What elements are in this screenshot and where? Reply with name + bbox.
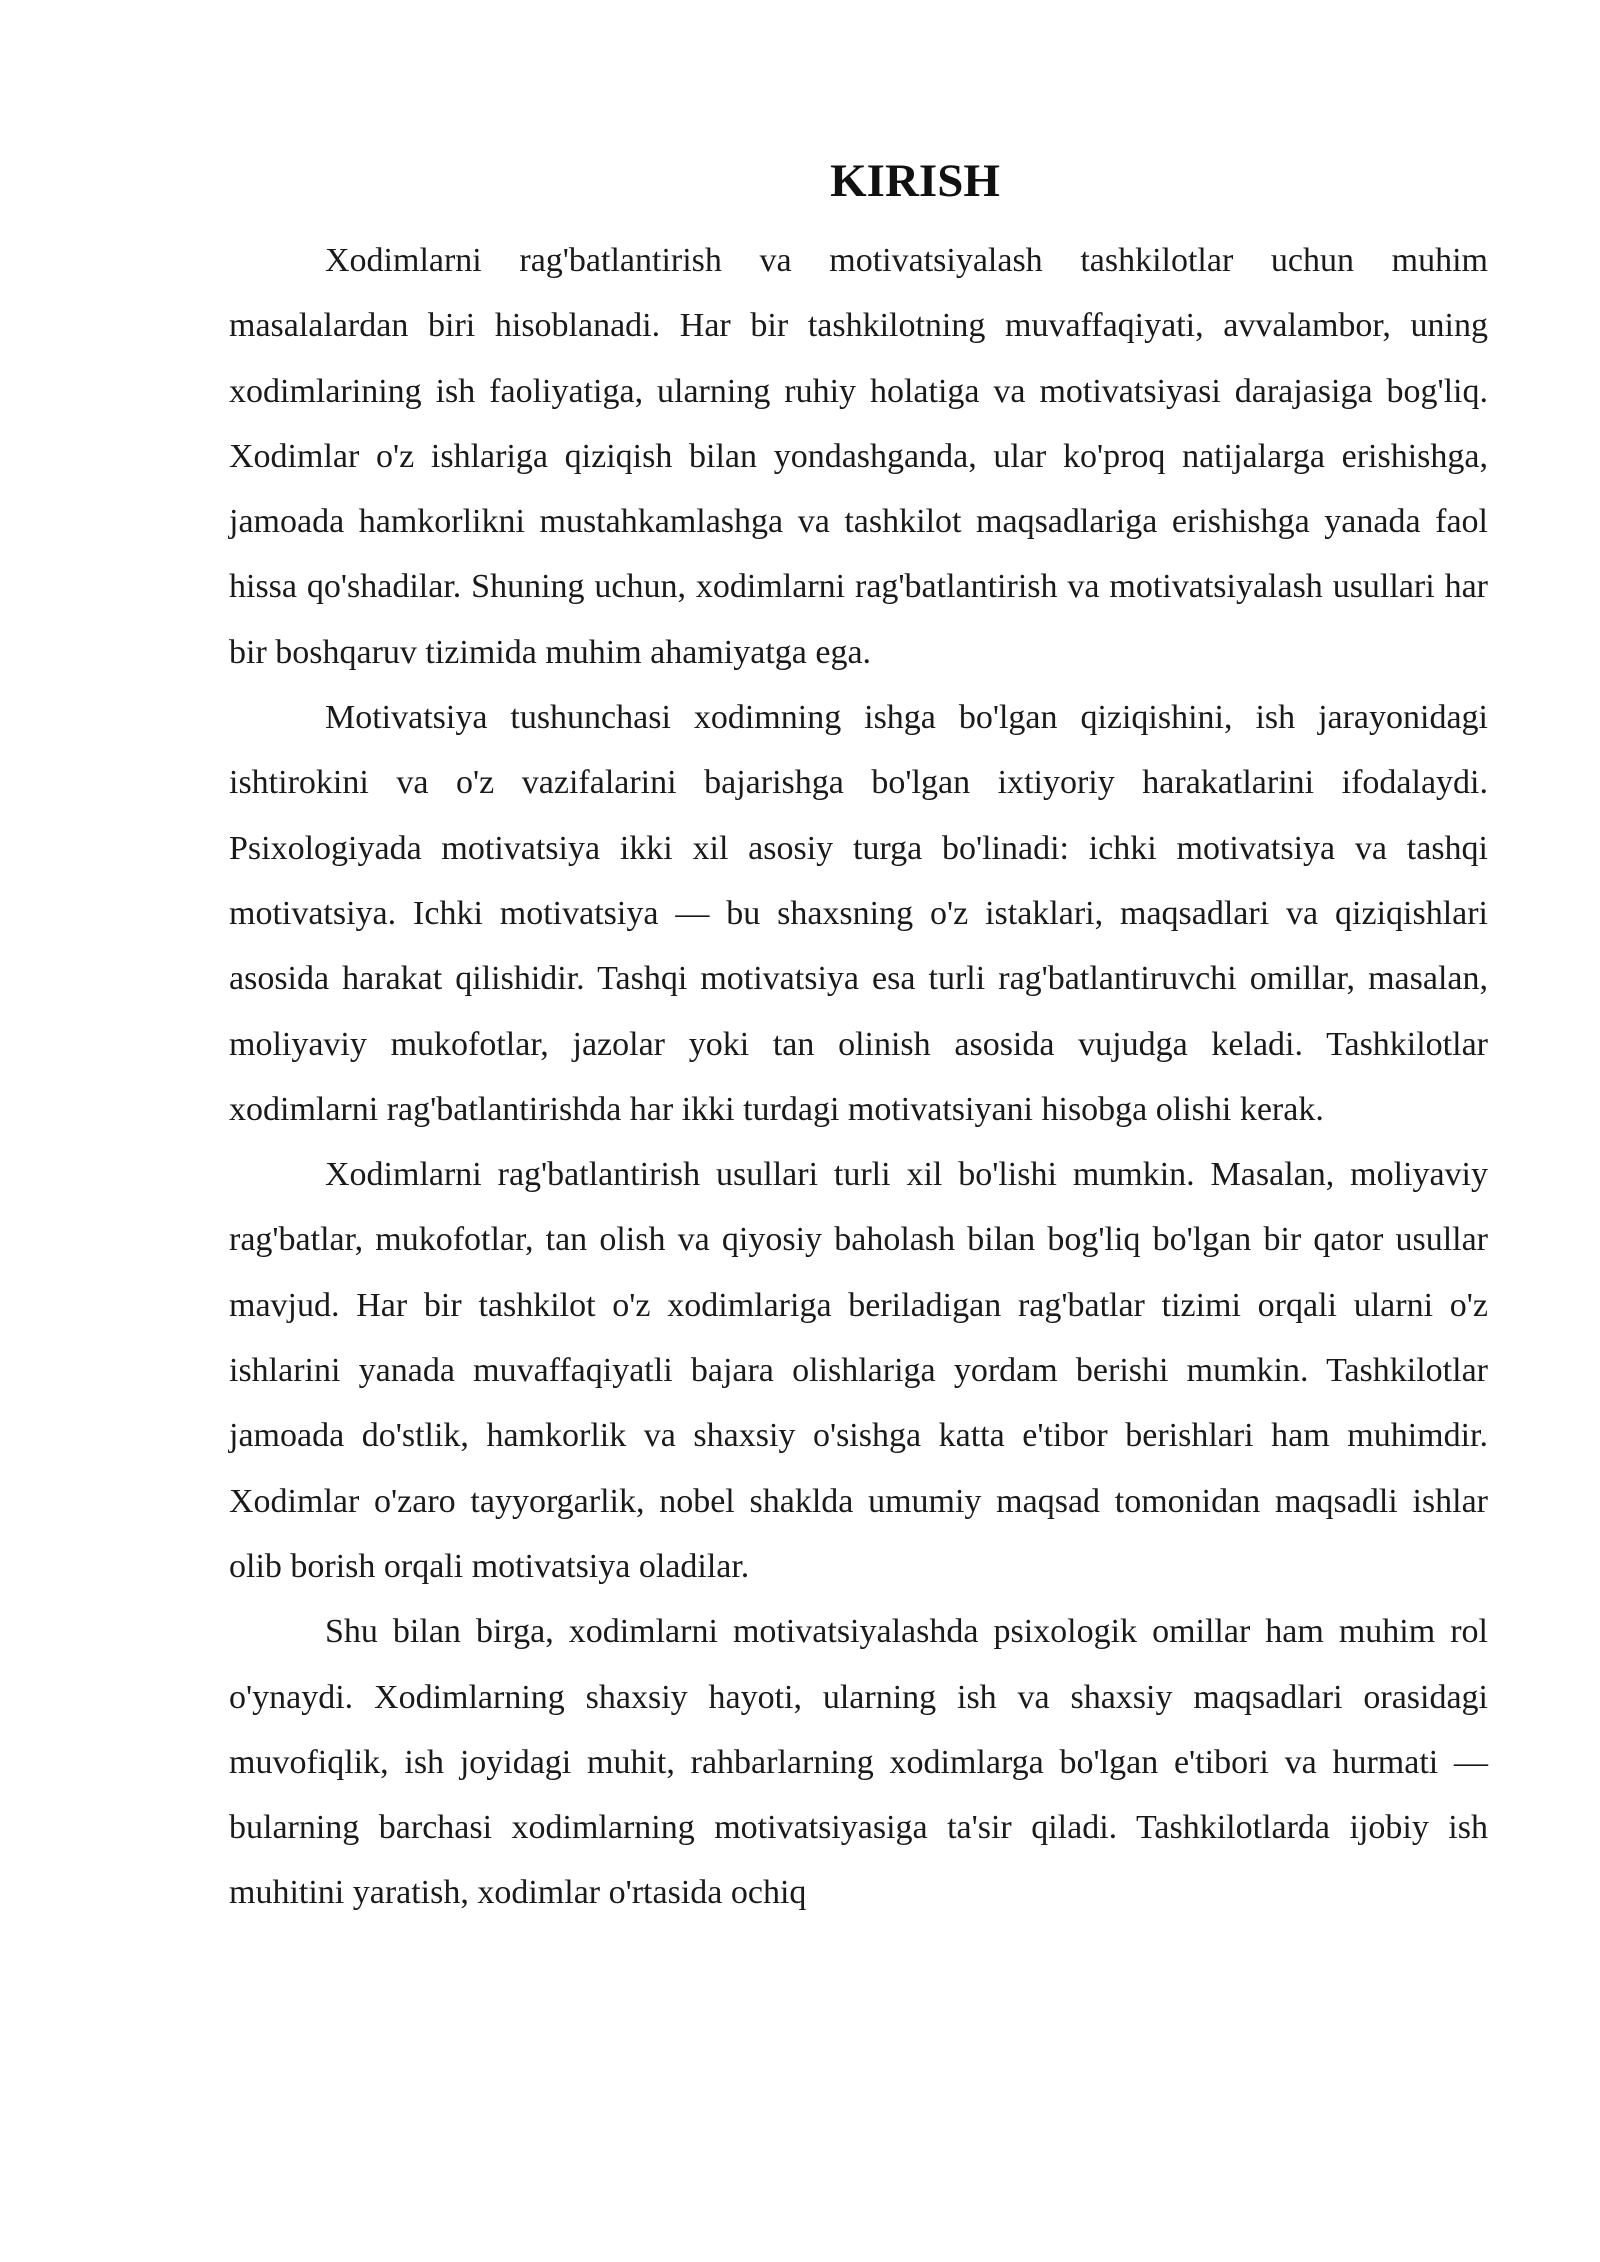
document-title: KIRISH	[830, 155, 1000, 207]
document-body	[229, 228, 1488, 1926]
paragraph-2: Motivatsiya tushunchasi xodimning ishga bo'lgan qiziqishini, ish jarayonidagi ishtirokini va o'z vazifalarini bajarishga bo'lgan ixtiyoriy harakatlarini ifodalaydi. Psixologiyada motivatsiya ikki xil asosiy turga bo'linadi: ichki motivatsiya va tashqi motivatsiya. Ichki motivatsiya — bu shaxsning o'z istaklari, maqsadlari va qiziqishlari asosida harakat qilishidir. Tashqi motivatsiya esa turli rag'batlantiruvchi omillar, masalan, moliyaviy mukofotlar, jazolar yoki tan olinish asosida vujudga keladi. Tashkilotlar xodimlarni rag'batlantirishda har ikki turdagi motivatsiyani hisobga olishi kerak.	[229, 699, 1488, 1128]
paragraph-3: Xodimlarni rag'batlantirish usullari turli xil bo'lishi mumkin. Masalan, moliyaviy rag'batlar, mukofotlar, tan olish va qiyosiy baholash bilan bog'liq bo'lgan bir qator usullar mavjud. Har bir tashkilot o'z xodimlariga beriladigan rag'batlar tizimi orqali ularni o'z ishlarini yanada muvaffaqiyatli bajara olishlariga yordam berishi mumkin. Tashkilotlar jamoada do'stlik, hamkorlik va shaxsiy o'sishga katta e'tibor berishlari ham muhimdir. Xodimlar o'zaro tayyorgarlik, nobel shaklda umumiy maqsad tomonidan maqsadli ishlar olib borish orqali motivatsiya oladilar.	[229, 1156, 1488, 1585]
paragraph-1: Xodimlarni rag'batlantirish va motivatsiyalash tashkilotlar uchun muhim masalalardan biri hisoblanadi. Har bir tashkilotning muvaffaqiyati, avvalambor, uning xodimlarining ish faoliyatiga, ularning ruhiy holatiga va motivatsiyasi darajasiga bog'liq. Xodimlar o'z ishlariga qiziqish bilan yondashganda, ular ko'proq natijalarga erishishga, jamoada hamkorlikni mustahkamlashga va tashkilot maqsadlariga erishishga yanada faol hissa qo'shadilar. Shuning uchun, xodimlarni rag'batlantirish va motivatsiyalash usullari har bir boshqaruv tizimida muhim ahamiyatga ega.	[229, 242, 1488, 671]
paragraph-4: Shu bilan birga, xodimlarni motivatsiyalashda psixologik omillar ham muhim rol o'ynaydi. Xodimlarning shaxsiy hayoti, ularning ish va shaxsiy maqsadlari orasidagi muvofiqlik, ish joyidagi muhit, rahbarlarning xodimlarga bo'lgan e'tibori va hurmati — bularning barchasi xodimlarning motivatsiyasiga ta'sir qiladi. Tashkilotlarda ijobiy ish muhitini yaratish, xodimlar o'rtasida ochiq	[229, 1613, 1488, 1912]
